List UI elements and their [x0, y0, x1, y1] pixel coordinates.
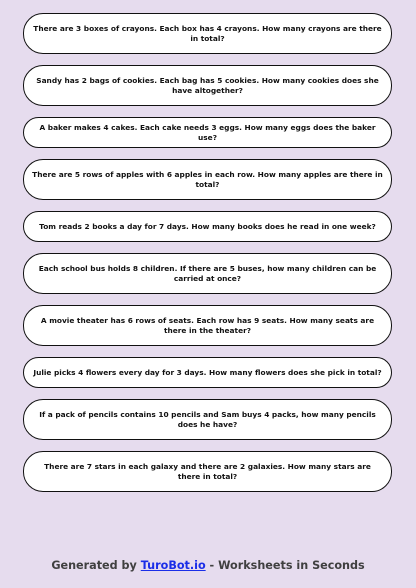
problem-text: Tom reads 2 books a day for 7 days. How many books does he read in one week? — [39, 221, 376, 231]
problem-card — [23, 305, 392, 346]
problem-card — [23, 253, 392, 294]
worksheet — [23, 13, 392, 503]
problem-text: Each school bus holds 8 children. If there are 5 buses, how many children can be carried at once? — [38, 263, 377, 283]
problem-text: There are 3 boxes of crayons. Each box has 4 crayons. How many crayons are there in total? — [33, 23, 382, 43]
problem-card — [23, 117, 392, 148]
problem-text: Julie picks 4 flowers every day for 3 days. How many flowers does she pick in total? — [33, 367, 382, 377]
problem-text: If a pack of pencils contains 10 pencils and Sam buys 4 packs, how many pencils does he have? — [39, 409, 376, 429]
footer-prefix: Generated by — [51, 559, 141, 572]
problem-card — [23, 399, 392, 440]
problem-card — [23, 357, 392, 388]
problem-card — [23, 65, 392, 106]
problem-card — [23, 159, 392, 200]
problem-text: There are 7 stars in each galaxy and there are 2 galaxies. How many stars are there in total? — [44, 461, 371, 481]
problem-text: Sandy has 2 bags of cookies. Each bag has 5 cookies. How many cookies does she have altogether? — [36, 75, 379, 95]
problem-text: A baker makes 4 cakes. Each cake needs 3 eggs. How many eggs does the baker use? — [39, 122, 376, 142]
problem-text: A movie theater has 6 rows of seats. Each row has 9 seats. How many seats are there in the theater? — [40, 315, 375, 335]
footer-suffix: - Worksheets in Seconds — [205, 559, 365, 572]
problem-card — [23, 13, 392, 54]
brand-link[interactable]: TuroBot.io — [140, 559, 206, 572]
problem-text: There are 5 rows of apples with 6 apples in each row. How many apples are there in total? — [32, 169, 383, 189]
footer — [0, 559, 416, 572]
problem-card — [23, 211, 392, 242]
problem-card — [23, 451, 392, 492]
